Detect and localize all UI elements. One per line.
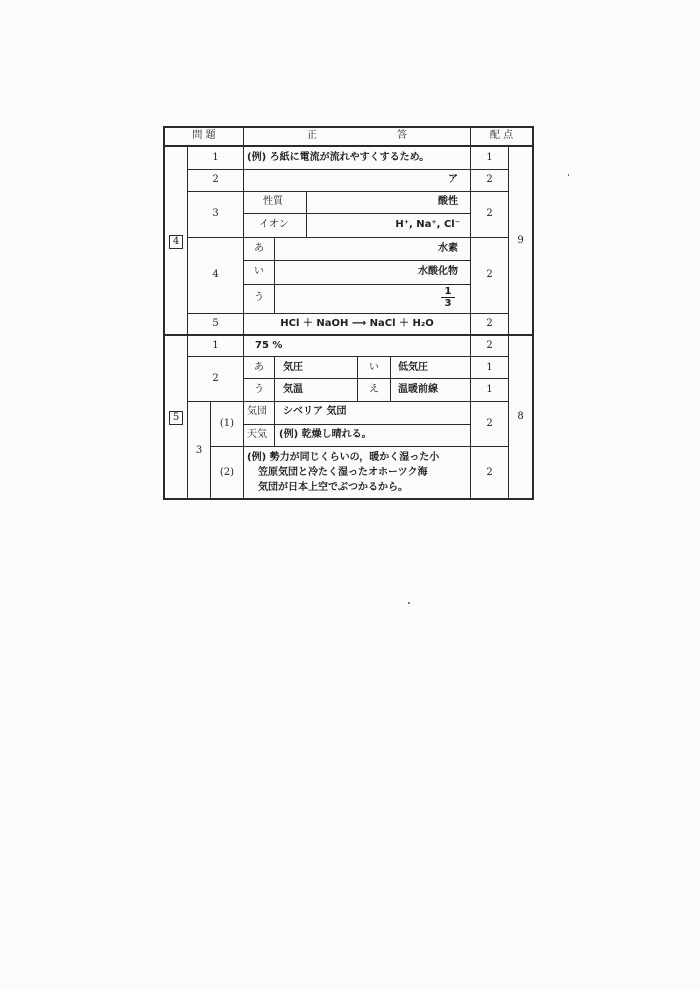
- q4-p5-number: 5: [212, 318, 219, 329]
- q5-p2-points-1: 1: [486, 362, 493, 373]
- fraction-numerator: 1: [444, 286, 452, 297]
- q5-p2-a-value: 気圧: [283, 362, 303, 373]
- q4-p2-number: 2: [212, 174, 219, 185]
- header-haiten: 配 点: [489, 130, 514, 141]
- row-rule: [243, 260, 471, 261]
- scan-speck: [408, 602, 410, 604]
- q5-p1-number: 1: [212, 340, 219, 351]
- q5-p3-s1-tenki-value: (例) 乾燥し晴れる。: [279, 429, 372, 440]
- q4-p3-seishitsu-label: 性質: [263, 196, 283, 207]
- q5-p2-e-label: え: [369, 384, 379, 395]
- sub-col-rule: [390, 356, 391, 401]
- q5-number-box: 5: [169, 411, 183, 425]
- row-rule: [187, 191, 509, 192]
- table-left-border: [163, 126, 165, 500]
- q4-p4-i-value: 水酸化物: [418, 266, 458, 277]
- q4-number-box: 4: [169, 235, 183, 249]
- q4-p4-u-label: う: [254, 292, 264, 303]
- q4-p3-ion-label: イオン: [259, 219, 289, 230]
- q5-p3-s2-line3: 気団が日本上空でぶつかるから。: [258, 482, 408, 493]
- q5-p1-points: 2: [486, 340, 493, 351]
- q4-p3-ion-value: H⁺, Na⁺, Cl⁻: [395, 219, 460, 230]
- q5-p3-s1-tenki-label: 天気: [247, 429, 267, 440]
- q4-p3-number: 3: [212, 208, 219, 219]
- header-mondai: 問 題: [192, 130, 216, 141]
- q4-p2-points: 2: [486, 174, 493, 185]
- row-rule: [243, 424, 471, 425]
- header-seito: 正 答: [307, 130, 407, 141]
- q4-p2-answer: ア: [448, 174, 458, 185]
- q5-p2-u-value: 気温: [283, 384, 303, 395]
- q5-p1-answer: 75 %: [255, 340, 283, 351]
- q5-p3-number: 3: [195, 445, 203, 456]
- q5-p2-a-label: あ: [254, 362, 264, 373]
- row-rule: [187, 356, 509, 357]
- q4-p4-points: 2: [486, 269, 493, 280]
- scan-speck: [568, 174, 569, 176]
- q4-p5-points: 2: [486, 318, 493, 329]
- col-rule: [210, 401, 211, 499]
- col-rule: [243, 126, 244, 499]
- q4-p4-u-fraction: [438, 286, 458, 309]
- section-divider: [163, 334, 534, 336]
- row-rule: [187, 169, 509, 170]
- col-rule: [508, 146, 509, 499]
- q5-p3-s1-kidan-label: 気団: [247, 406, 267, 417]
- row-rule: [187, 237, 509, 238]
- q5-p2-i-value: 低気圧: [398, 362, 428, 373]
- q4-p1-number: 1: [212, 152, 219, 163]
- q5-p2-number: 2: [212, 373, 219, 384]
- sub-col-rule: [274, 356, 275, 401]
- sub-col-rule: [274, 237, 275, 313]
- q4-p4-number: 4: [212, 269, 219, 280]
- table-bottom-border: [163, 498, 534, 500]
- q5-p3-s2-line2: 笠原気団と冷たく湿ったオホーツク海: [258, 467, 428, 478]
- q4-p1-answer: (例) ろ紙に電流が流れやすくするため。: [247, 152, 430, 163]
- q4-p1-points: 1: [486, 152, 493, 163]
- q5-p2-e-value: 温暖前線: [398, 384, 438, 395]
- header-bottom-rule: [163, 145, 534, 147]
- table-top-border: [163, 126, 534, 128]
- fraction-denominator: 3: [444, 298, 452, 309]
- row-rule: [210, 446, 509, 447]
- q5-p3-s1-number: (1): [219, 418, 235, 429]
- q5-p3-s1-points: 2: [486, 418, 493, 429]
- row-rule: [187, 313, 509, 314]
- table-right-border: [532, 126, 534, 500]
- q5-p2-points-2: 1: [486, 384, 493, 395]
- q4-p5-equation: HCl ＋ NaOH ⟶ NaCl ＋ H₂O: [280, 318, 434, 329]
- q5-p3-s1-kidan-value: シベリア 気団: [283, 406, 347, 417]
- q5-p3-s2-line1: (例) 勢力が同じくらいの，暖かく湿った小: [247, 452, 440, 463]
- row-rule: [243, 213, 471, 214]
- q4-p3-seishitsu-value: 酸性: [438, 196, 458, 207]
- q5-p2-i-label: い: [369, 362, 379, 373]
- q5-total-points: 8: [517, 411, 524, 422]
- row-rule: [187, 401, 509, 402]
- q4-p4-a-value: 水素: [438, 243, 458, 254]
- sub-col-rule: [306, 191, 307, 237]
- q5-p3-s2-number: (2): [219, 467, 235, 478]
- q5-p3-s2-points: 2: [486, 467, 493, 478]
- row-rule: [243, 284, 471, 285]
- q4-total-points: 9: [517, 235, 524, 246]
- sub-col-rule: [274, 401, 275, 446]
- q4-p4-i-label: い: [254, 266, 264, 277]
- q5-p2-u-label: う: [254, 384, 264, 395]
- q4-p4-a-label: あ: [254, 243, 264, 254]
- q4-p3-points: 2: [486, 208, 493, 219]
